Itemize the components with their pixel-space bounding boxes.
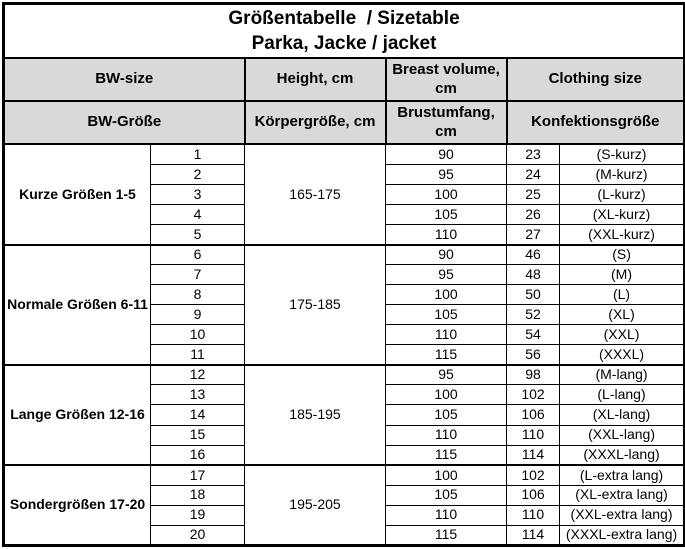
breast-volume-cell: 100 [386,184,507,204]
bw-number-cell: 8 [151,285,245,305]
breast-volume-cell: 115 [386,445,507,465]
clothing-size-label-cell: (XXL) [560,325,685,345]
clothing-size-number-cell: 56 [507,345,560,365]
bw-number-cell: 9 [151,305,245,325]
clothing-size-label-cell: (S-kurz) [560,144,685,164]
bw-number-cell: 5 [151,225,245,245]
clothing-size-number-cell: 102 [507,385,560,405]
breast-volume-cell: 105 [386,205,507,225]
table-row [4,365,685,385]
bw-number-cell: 14 [151,405,245,425]
bw-number-cell: 15 [151,425,245,445]
bw-number-cell: 7 [151,265,245,285]
clothing-size-label-cell: (L-extra lang) [560,465,685,485]
clothing-size-label-cell: (S) [560,245,685,265]
group-label-cell: Kurze Größen 1-5 [4,144,151,244]
header-bw-size-de: BW-Größe [4,101,245,144]
bw-number-cell: 4 [151,205,245,225]
title-row [4,4,685,59]
clothing-size-number-cell: 106 [507,485,560,505]
size-table [2,2,685,547]
breast-volume-cell: 110 [386,425,507,445]
bw-number-cell: 17 [151,465,245,485]
clothing-size-number-cell: 46 [507,245,560,265]
table-row [4,245,685,265]
table-title-line2: Parka, Jacke / jacket [251,33,437,55]
header-clothing-size-de: Konfektionsgröße [507,101,685,144]
clothing-size-label-cell: (M) [560,265,685,285]
breast-volume-cell: 100 [386,385,507,405]
table-title-cell [4,4,685,59]
breast-volume-cell: 100 [386,285,507,305]
clothing-size-label-cell: (L-lang) [560,385,685,405]
bw-number-cell: 20 [151,525,245,545]
clothing-size-number-cell: 27 [507,225,560,245]
clothing-size-label-cell: (XL-extra lang) [560,485,685,505]
clothing-size-number-cell: 54 [507,325,560,345]
bw-number-cell: 19 [151,505,245,525]
height-range-cell: 165-175 [245,144,386,244]
clothing-size-number-cell: 114 [507,525,560,545]
clothing-size-label-cell: (XXL-extra lang) [560,505,685,525]
clothing-size-number-cell: 25 [507,184,560,204]
clothing-size-number-cell: 50 [507,285,560,305]
clothing-size-label-cell: (M-lang) [560,365,685,385]
breast-volume-cell: 90 [386,245,507,265]
header-breast-volume-de: Brustumfang, cm [386,101,507,144]
breast-volume-cell: 110 [386,505,507,525]
header-row-de [4,101,685,144]
bw-number-cell: 1 [151,144,245,164]
bw-number-cell: 3 [151,184,245,204]
header-row-en [4,58,685,101]
height-range-cell: 195-205 [245,465,386,545]
breast-volume-cell: 95 [386,365,507,385]
group-label-cell: Lange Größen 12-16 [4,365,151,465]
clothing-size-label-cell: (L) [560,285,685,305]
clothing-size-number-cell: 23 [507,144,560,164]
bw-number-cell: 10 [151,325,245,345]
clothing-size-number-cell: 106 [507,405,560,425]
clothing-size-number-cell: 24 [507,164,560,184]
clothing-size-label-cell: (XL-kurz) [560,205,685,225]
clothing-size-number-cell: 110 [507,425,560,445]
clothing-size-number-cell: 48 [507,265,560,285]
clothing-size-label-cell: (XL-lang) [560,405,685,425]
breast-volume-cell: 115 [386,345,507,365]
header-bw-size-en: BW-size [4,58,245,101]
header-height-de: Körpergröße, cm [245,101,386,144]
breast-volume-cell: 95 [386,265,507,285]
clothing-size-number-cell: 114 [507,445,560,465]
clothing-size-number-cell: 26 [507,205,560,225]
breast-volume-cell: 105 [386,305,507,325]
header-clothing-size-en: Clothing size [507,58,685,101]
table-row [4,144,685,164]
header-breast-volume-en: Breast volume, cm [386,58,507,101]
clothing-size-label-cell: (M-kurz) [560,164,685,184]
clothing-size-label-cell: (L-kurz) [560,184,685,204]
group-label-cell: Normale Größen 6-11 [4,245,151,365]
breast-volume-cell: 110 [386,225,507,245]
breast-volume-cell: 95 [386,164,507,184]
header-height-en: Height, cm [245,58,386,101]
table-title-line1: Größentabelle / Sizetable [228,8,460,30]
clothing-size-number-cell: 52 [507,305,560,325]
height-range-cell: 175-185 [245,245,386,365]
clothing-size-label-cell: (XXXL-lang) [560,445,685,465]
clothing-size-label-cell: (XXXL-extra lang) [560,525,685,545]
bw-number-cell: 11 [151,345,245,365]
breast-volume-cell: 105 [386,485,507,505]
breast-volume-cell: 90 [386,144,507,164]
clothing-size-label-cell: (XXXL) [560,345,685,365]
breast-volume-cell: 115 [386,525,507,545]
bw-number-cell: 12 [151,365,245,385]
group-label-cell: Sondergrößen 17-20 [4,465,151,545]
bw-number-cell: 18 [151,485,245,505]
bw-number-cell: 6 [151,245,245,265]
clothing-size-number-cell: 98 [507,365,560,385]
clothing-size-label-cell: (XXL-lang) [560,425,685,445]
clothing-size-number-cell: 102 [507,465,560,485]
breast-volume-cell: 110 [386,325,507,345]
bw-number-cell: 13 [151,385,245,405]
clothing-size-number-cell: 110 [507,505,560,525]
clothing-size-label-cell: (XL) [560,305,685,325]
breast-volume-cell: 100 [386,465,507,485]
bw-number-cell: 2 [151,164,245,184]
height-range-cell: 185-195 [245,365,386,465]
clothing-size-label-cell: (XXL-kurz) [560,225,685,245]
breast-volume-cell: 105 [386,405,507,425]
bw-number-cell: 16 [151,445,245,465]
table-row [4,465,685,485]
